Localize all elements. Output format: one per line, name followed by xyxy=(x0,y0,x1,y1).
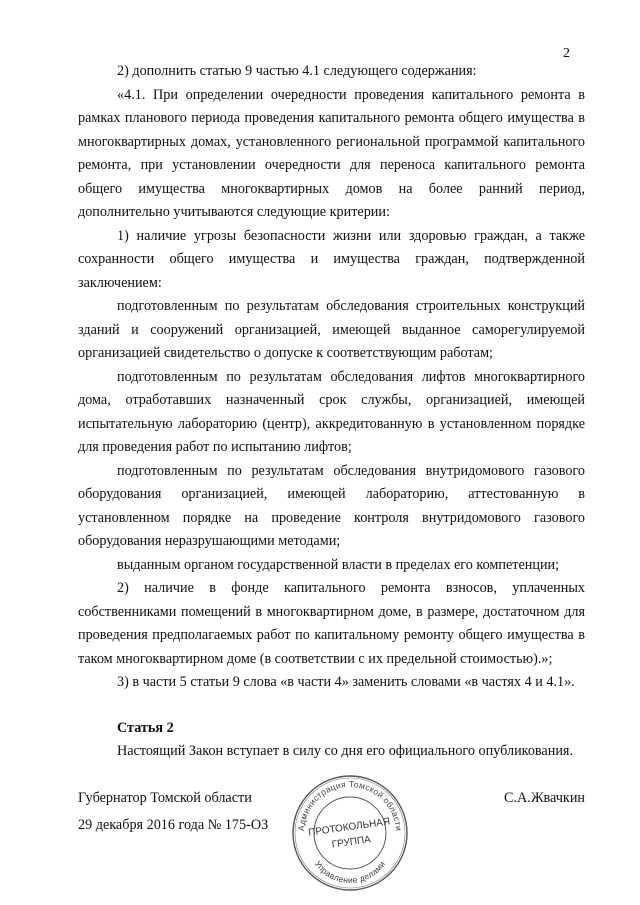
page-number: 2 xyxy=(563,46,570,61)
stamp-seal xyxy=(290,773,410,893)
svg-text:Управление делами xyxy=(313,859,387,885)
paragraph: 2) дополнить статью 9 частью 4.1 следующего содержания: xyxy=(117,63,477,79)
stamp-bottom-text: Управление делами xyxy=(312,858,388,886)
stamp-inner-line1: ПРОТОКОЛЬНАЯ xyxy=(307,816,391,839)
signatory-position: Губернатор Томской области xyxy=(78,790,252,806)
paragraph: выданным органом государственной власти в пределах его компетенции; xyxy=(117,556,560,573)
stamp-inner-line2: ГРУППА xyxy=(331,834,372,851)
law-date-number: 29 декабря 2016 года № 175-ОЗ xyxy=(78,817,269,833)
article-text: Настоящий Закон вступает в силу со дня его официального опубликования. xyxy=(117,743,573,759)
document-body xyxy=(78,60,585,764)
paragraph: подготовленным по результатам обследования лифтов многоквартирного дома, отработавших назначенный срок службы, организацией, имеющей испытательную лабораторию (центр), аккредитованную в установленном порядке для проведения работ по испытанию лифтов; xyxy=(78,368,585,455)
paragraph: «4.1. При определении очередности проведения капитального ремонта в рамках планового периода проведения капитального ремонта общего имущества в многоквартирных домах, установленного региональной программой капитального ремонта, при установлении очередности для переноса капитального ремонта общего имущества многоквартирных домов на более ранний период, дополнительно учитываются следующие критерии: xyxy=(78,86,585,220)
paragraph: 3) в части 5 статьи 9 слова «в части 4» заменить словами «в частях 4 и 4.1». xyxy=(117,674,575,690)
paragraph: 1) наличие угрозы безопасности жизни или здоровью граждан, а также сохранности общего имущества и имущества граждан, подтвержденной заключением: xyxy=(78,227,585,291)
signatory-name: С.А.Жвачкин xyxy=(504,790,585,806)
paragraph: подготовленным по результатам обследования внутридомового газового оборудования организацией, имеющей лабораторию, аттестованную в установленном порядке на проведение контроля внутридомового газового оборудования неразрушающими методами; xyxy=(78,462,585,549)
paragraph: 2) наличие в фонде капитального ремонта взносов, уплаченных собственниками помещений в многоквартирном доме, в размере, достаточном для проведения предполагаемых работ по капитальному ремонту общего имущества в таком многоквартирном доме (в соответствии с их предельной стоимостью).»; xyxy=(78,580,585,667)
article-heading: Статья 2 xyxy=(117,719,174,736)
stamp-top-text: Администрация Томской области xyxy=(295,778,404,832)
paragraph: подготовленным по результатам обследования строительных конструкций зданий и сооружений организацией, имеющей выданное саморегулируемой организацией свидетельство о допуске к соответствующим работам; xyxy=(78,298,585,361)
